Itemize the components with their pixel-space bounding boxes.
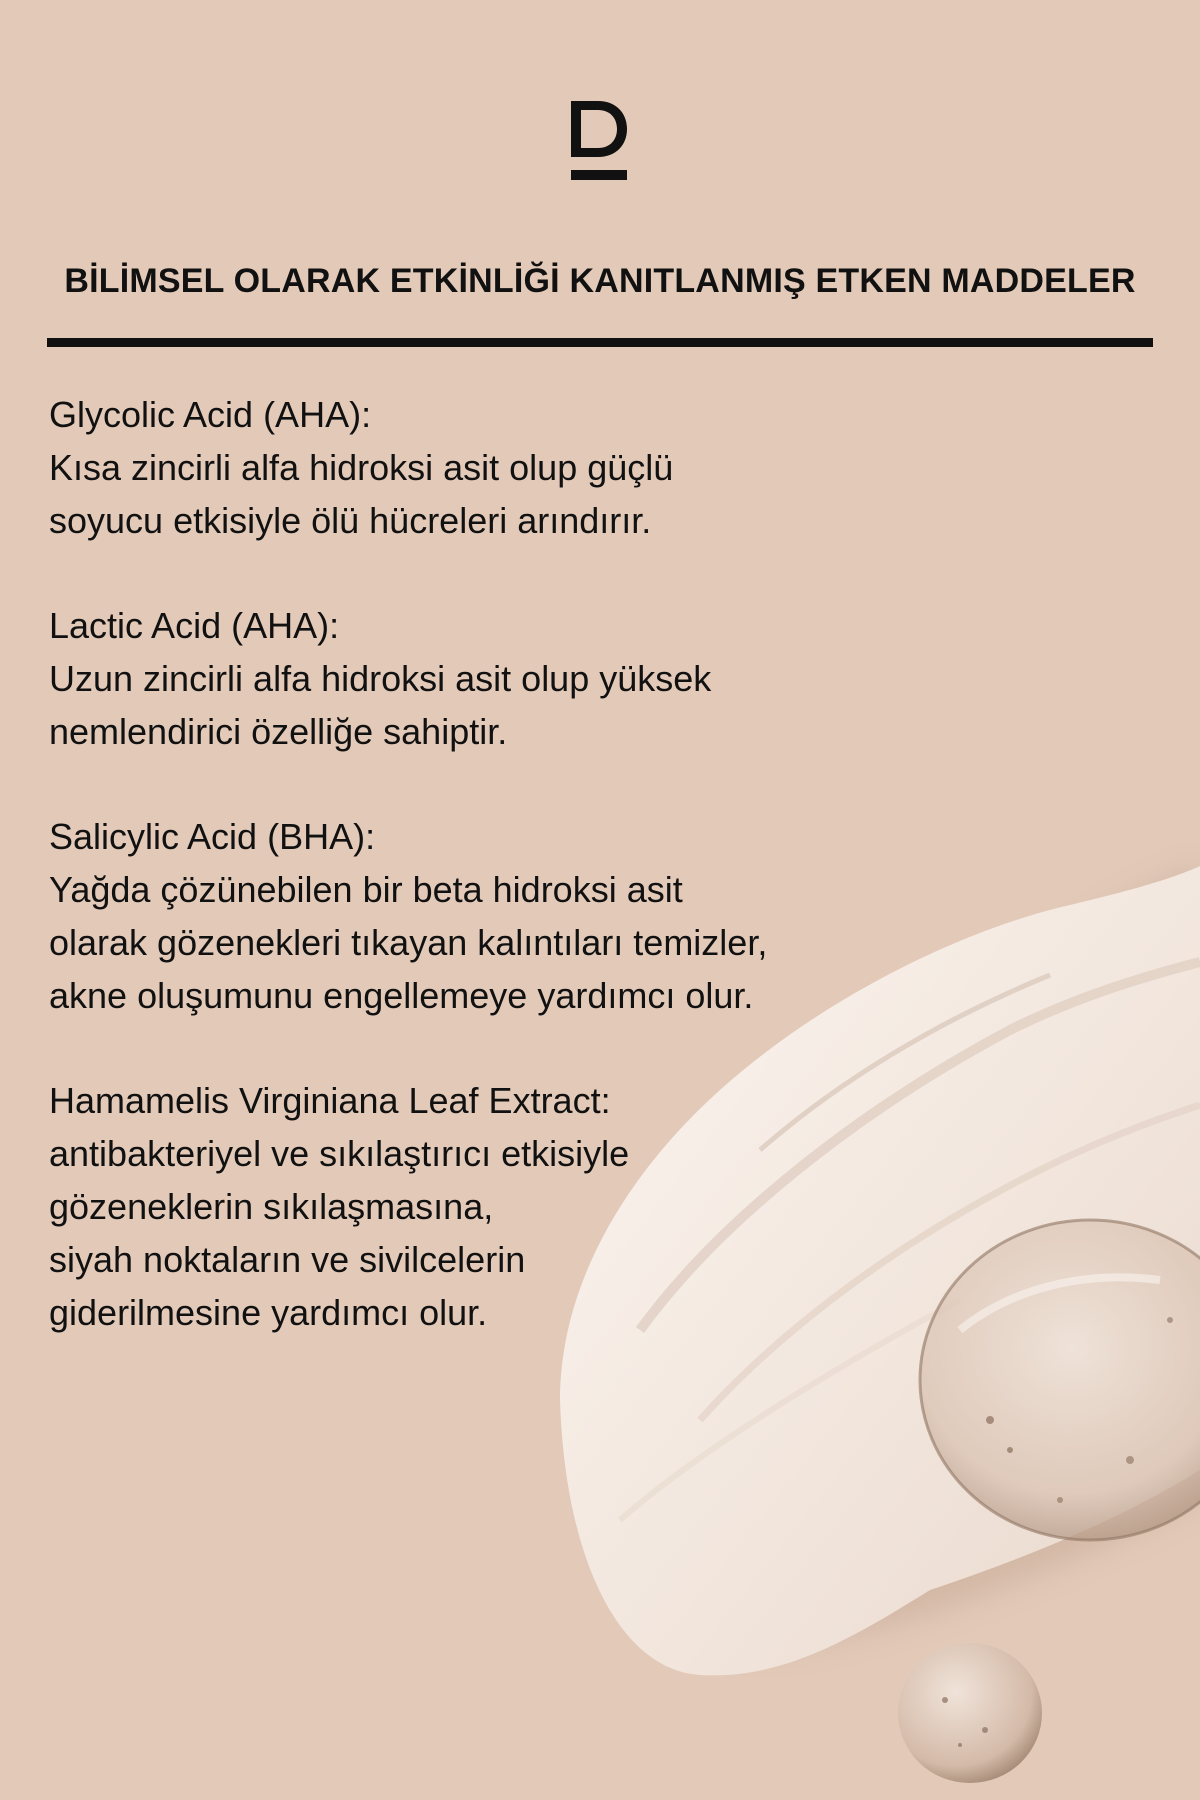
gel-drop-small [898, 1643, 1042, 1783]
ingredient-description-line: giderilmesine yardımcı olur. [49, 1292, 488, 1333]
ingredient-description-line: gözeneklerin sıkılaşmasına, [49, 1186, 494, 1227]
ingredient-list [49, 388, 809, 1391]
ingredient-name: Hamamelis Virginiana Leaf Extract: [49, 1080, 611, 1121]
ingredient-description-line: Yağda çözünebilen bir beta hidroksi asit [49, 869, 683, 910]
ingredient-description-line: antibakteriyel ve sıkılaştırıcı etkisiyle [49, 1133, 630, 1174]
ingredient-name: Salicylic Acid (BHA): [49, 816, 376, 857]
ingredient-description-line: nemlendirici özelliğe sahiptir. [49, 711, 508, 752]
ingredient-glycolic-acid [49, 388, 809, 547]
ingredient-description-line: Kısa zincirli alfa hidroksi asit olup güçlü [49, 447, 674, 488]
ingredient-lactic-acid [49, 599, 809, 758]
title-divider [47, 338, 1153, 347]
ingredient-hamamelis-extract [49, 1074, 809, 1339]
ingredient-description-line: Uzun zincirli alfa hidroksi asit olup yüksek [49, 658, 712, 699]
ingredient-salicylic-acid [49, 810, 809, 1022]
brand-d-icon [568, 98, 630, 182]
ingredient-name: Glycolic Acid (AHA): [49, 394, 372, 435]
ingredient-description-line: soyucu etkisiyle ölü hücreleri arındırır. [49, 500, 652, 541]
ingredient-name: Lactic Acid (AHA): [49, 605, 340, 646]
ingredient-description-line: siyah noktaların ve sivilcelerin [49, 1239, 526, 1280]
page-title: BİLİMSEL OLARAK ETKİNLİĞİ KANITLANMIŞ ETKEN MADDELER [64, 262, 1136, 300]
ingredient-description-line: akne oluşumunu engellemeye yardımcı olur. [49, 975, 754, 1016]
ingredient-description-line: olarak gözenekleri tıkayan kalıntıları temizler, [49, 922, 768, 963]
